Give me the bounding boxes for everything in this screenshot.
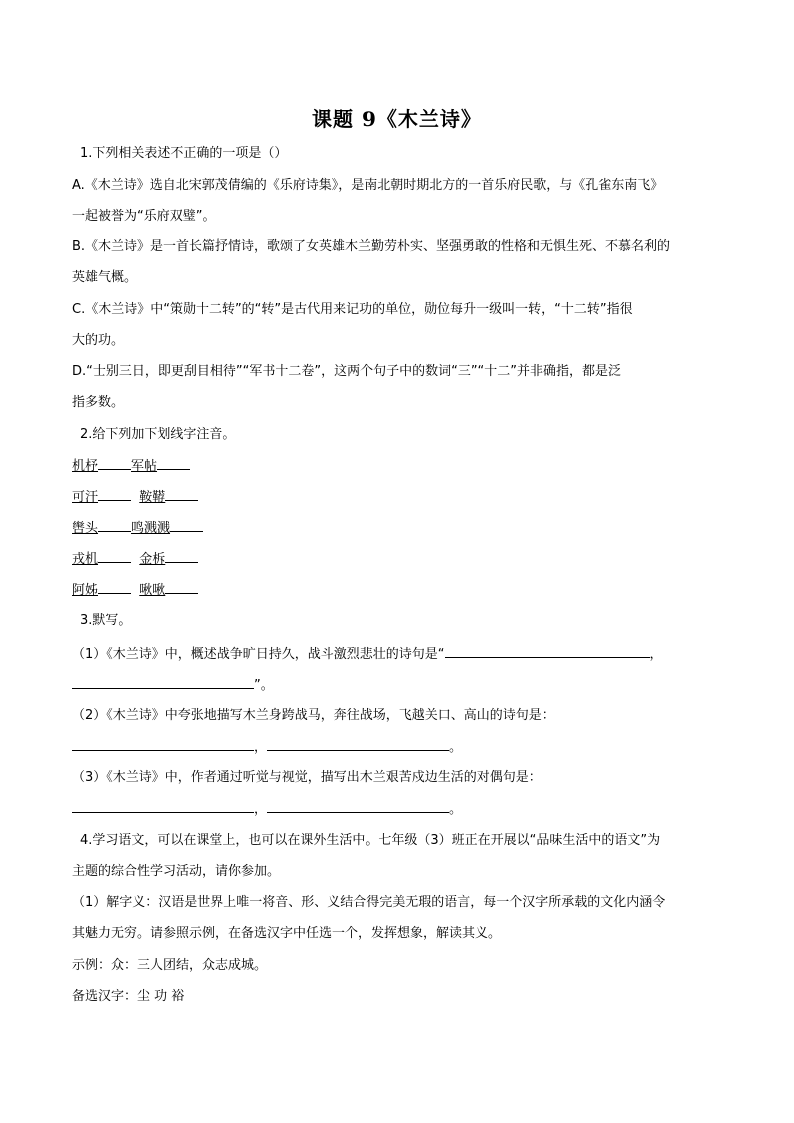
answer-blank[interactable] [72, 676, 254, 689]
q2-word: 啾啾 [139, 583, 166, 598]
q2-word: 鸣溅溅 [131, 521, 171, 536]
q3-part3-answer [72, 800, 462, 819]
answer-blank[interactable] [98, 581, 131, 594]
q2-row [72, 519, 203, 538]
q2-row [72, 550, 198, 569]
answer-blank[interactable] [98, 457, 131, 470]
comma: ， [254, 740, 268, 755]
answer-blank[interactable] [267, 738, 449, 751]
q1-option-d-line2: 指多数。 [72, 395, 125, 410]
q2-word: 辔头 [72, 521, 99, 536]
comma: ， [649, 647, 663, 662]
q2-word: 戎机 [72, 552, 99, 567]
answer-blank[interactable] [157, 457, 190, 470]
q4-stem-line2: 主题的综合性学习活动，请你参加。 [72, 864, 281, 879]
q2-word: 金柝 [139, 552, 166, 567]
q2-word: 阿姊 [72, 583, 99, 598]
q2-row [72, 581, 198, 600]
q1-option-b-line2: 英雄气概。 [72, 270, 138, 285]
q1-option-c-line1: C.《木兰诗》中“策勋十二转”的“转”是古代用来记功的单位，勋位每升一级叫一转，“十二转”指很 [72, 302, 633, 317]
q2-row [72, 488, 198, 507]
period: 。 [449, 802, 463, 817]
q3-part1-line1 [72, 645, 663, 664]
answer-blank[interactable] [267, 800, 449, 813]
answer-blank[interactable] [98, 519, 131, 532]
q1-stem: 1.下列相关表述不正确的一项是（） [80, 146, 288, 161]
answer-blank[interactable] [165, 488, 198, 501]
q4-part1-line2: 其魅力无穷。请参照示例，在备选汉字中任选一个，发挥想象，解读其义。 [72, 926, 502, 941]
answer-blank[interactable] [170, 519, 203, 532]
answer-blank[interactable] [165, 581, 198, 594]
q3-part2-text: （2）《木兰诗》中夸张地描写木兰身跨战马，奔往战场，飞越关口、高山的诗句是： [72, 708, 555, 723]
q2-word: 军帖 [131, 459, 158, 474]
answer-blank[interactable] [445, 645, 650, 658]
q1-option-d-line1: D.“士别三日，即更刮目相待”“军书十二卷”，这两个句子中的数词“三”“十二”并非确指，都是泛 [72, 364, 622, 379]
q3-stem: 3.默写。 [80, 613, 132, 628]
q1-option-a-line1: A.《木兰诗》选自北宋郭茂倩编的《乐府诗集》，是南北朝时期北方的一首乐府民歌，与《孔雀东南飞》 [72, 178, 664, 193]
q3-part3-text: （3）《木兰诗》中，作者通过听觉与视觉，描写出木兰艰苦戍边生活的对偶句是： [72, 770, 542, 785]
answer-blank[interactable] [98, 550, 131, 563]
q2-word: 机杼 [72, 459, 99, 474]
q1-option-b-line1: B.《木兰诗》是一首长篇抒情诗，歌颂了女英雄木兰勤劳朴实、坚强勇敢的性格和无惧生死、不慕名利的 [72, 239, 671, 254]
answer-blank[interactable] [98, 488, 131, 501]
page-title: 课题 9《木兰诗》 [312, 107, 482, 131]
closing-quote: ”。 [254, 678, 274, 693]
q4-options: 备选汉字：尘 功 裕 [72, 989, 185, 1004]
q2-word: 可汗 [72, 490, 99, 505]
answer-blank[interactable] [165, 550, 198, 563]
q1-option-a-line2: 一起被誉为“乐府双璧”。 [72, 209, 216, 224]
q4-part1-line1: （1）解字义：汉语是世界上唯一将音、形、义结合得完美无瑕的语言，每一个汉字所承载的文化内涵令 [72, 895, 666, 910]
q3-part1-line2 [72, 676, 274, 695]
q2-word: 鞍鞯 [139, 490, 166, 505]
q2-row [72, 457, 190, 476]
comma: ， [254, 802, 268, 817]
q4-stem-line1: 4.学习语文，可以在课堂上，也可以在课外生活中。七年级（3）班正在开展以“品味生活中的语文”为 [80, 833, 661, 848]
q2-stem: 2.给下列加下划线字注音。 [80, 427, 236, 442]
answer-blank[interactable] [72, 800, 254, 813]
period: 。 [449, 740, 463, 755]
answer-blank[interactable] [72, 738, 254, 751]
q1-option-c-line2: 大的功。 [72, 333, 125, 348]
q3-part1-text: （1）《木兰诗》中，概述战争旷日持久，战斗激烈悲壮的诗句是“ [72, 647, 445, 662]
q3-part2-answer [72, 738, 462, 757]
q4-example: 示例：众：三人团结，众志成城。 [72, 958, 268, 973]
